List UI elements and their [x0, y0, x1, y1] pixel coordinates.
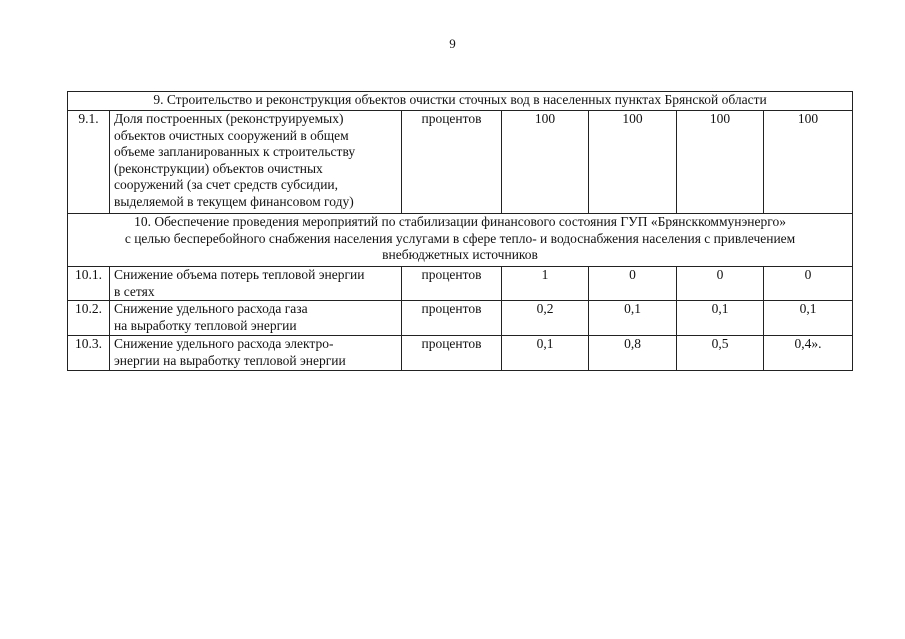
value-cell: 0,1: [502, 336, 589, 371]
table-row: [68, 301, 853, 336]
section-header-row: [68, 214, 853, 267]
value-cell: 0,1: [677, 301, 764, 336]
table-row: [68, 111, 853, 214]
value-cell: 0,4».: [764, 336, 853, 371]
section-header-row: [68, 92, 853, 111]
value-cell: 0: [677, 267, 764, 301]
unit-cell: процентов: [402, 111, 502, 214]
value-cell: 100: [764, 111, 853, 214]
indicator-name: Снижение удельного расхода электро- энергии на выработку тепловой энергии: [110, 336, 402, 371]
row-number: 10.1.: [68, 267, 110, 301]
row-number: 10.3.: [68, 336, 110, 371]
value-cell: 0: [764, 267, 853, 301]
unit-cell: процентов: [402, 336, 502, 371]
unit-cell: процентов: [402, 267, 502, 301]
value-cell: 100: [677, 111, 764, 214]
section-title: 10. Обеспечение проведения мероприятий по стабилизации финансового состояния ГУП «Брянсккоммунэнерго» с целью бесперебойного снабжения населения услугами в сфере тепло- и водоснабжения населения с привлечением внебюджетных источников: [68, 214, 853, 267]
value-cell: 0,1: [764, 301, 853, 336]
table-row: [68, 267, 853, 301]
indicator-name: Снижение удельного расхода газа на выработку тепловой энергии: [110, 301, 402, 336]
value-cell: 0,8: [589, 336, 677, 371]
table-row: [68, 336, 853, 371]
row-number: 9.1.: [68, 111, 110, 214]
value-cell: 100: [502, 111, 589, 214]
value-cell: 1: [502, 267, 589, 301]
value-cell: 0,5: [677, 336, 764, 371]
unit-cell: процентов: [402, 301, 502, 336]
value-cell: 100: [589, 111, 677, 214]
indicators-table: [67, 91, 853, 371]
value-cell: 0,2: [502, 301, 589, 336]
value-cell: 0,1: [589, 301, 677, 336]
indicator-name: Снижение объема потерь тепловой энергии в сетях: [110, 267, 402, 301]
indicator-name: Доля построенных (реконструируемых) объектов очистных сооружений в общем объеме запланированных к строительству (реконструкции) объектов очистных сооружений (за счет средств субсидии, выделяемой в текущем финансовом году): [110, 111, 402, 214]
row-number: 10.2.: [68, 301, 110, 336]
section-title: 9. Строительство и реконструкция объектов очистки сточных вод в населенных пунктах Брянской области: [68, 92, 853, 111]
page-number: 9: [449, 36, 456, 51]
value-cell: 0: [589, 267, 677, 301]
